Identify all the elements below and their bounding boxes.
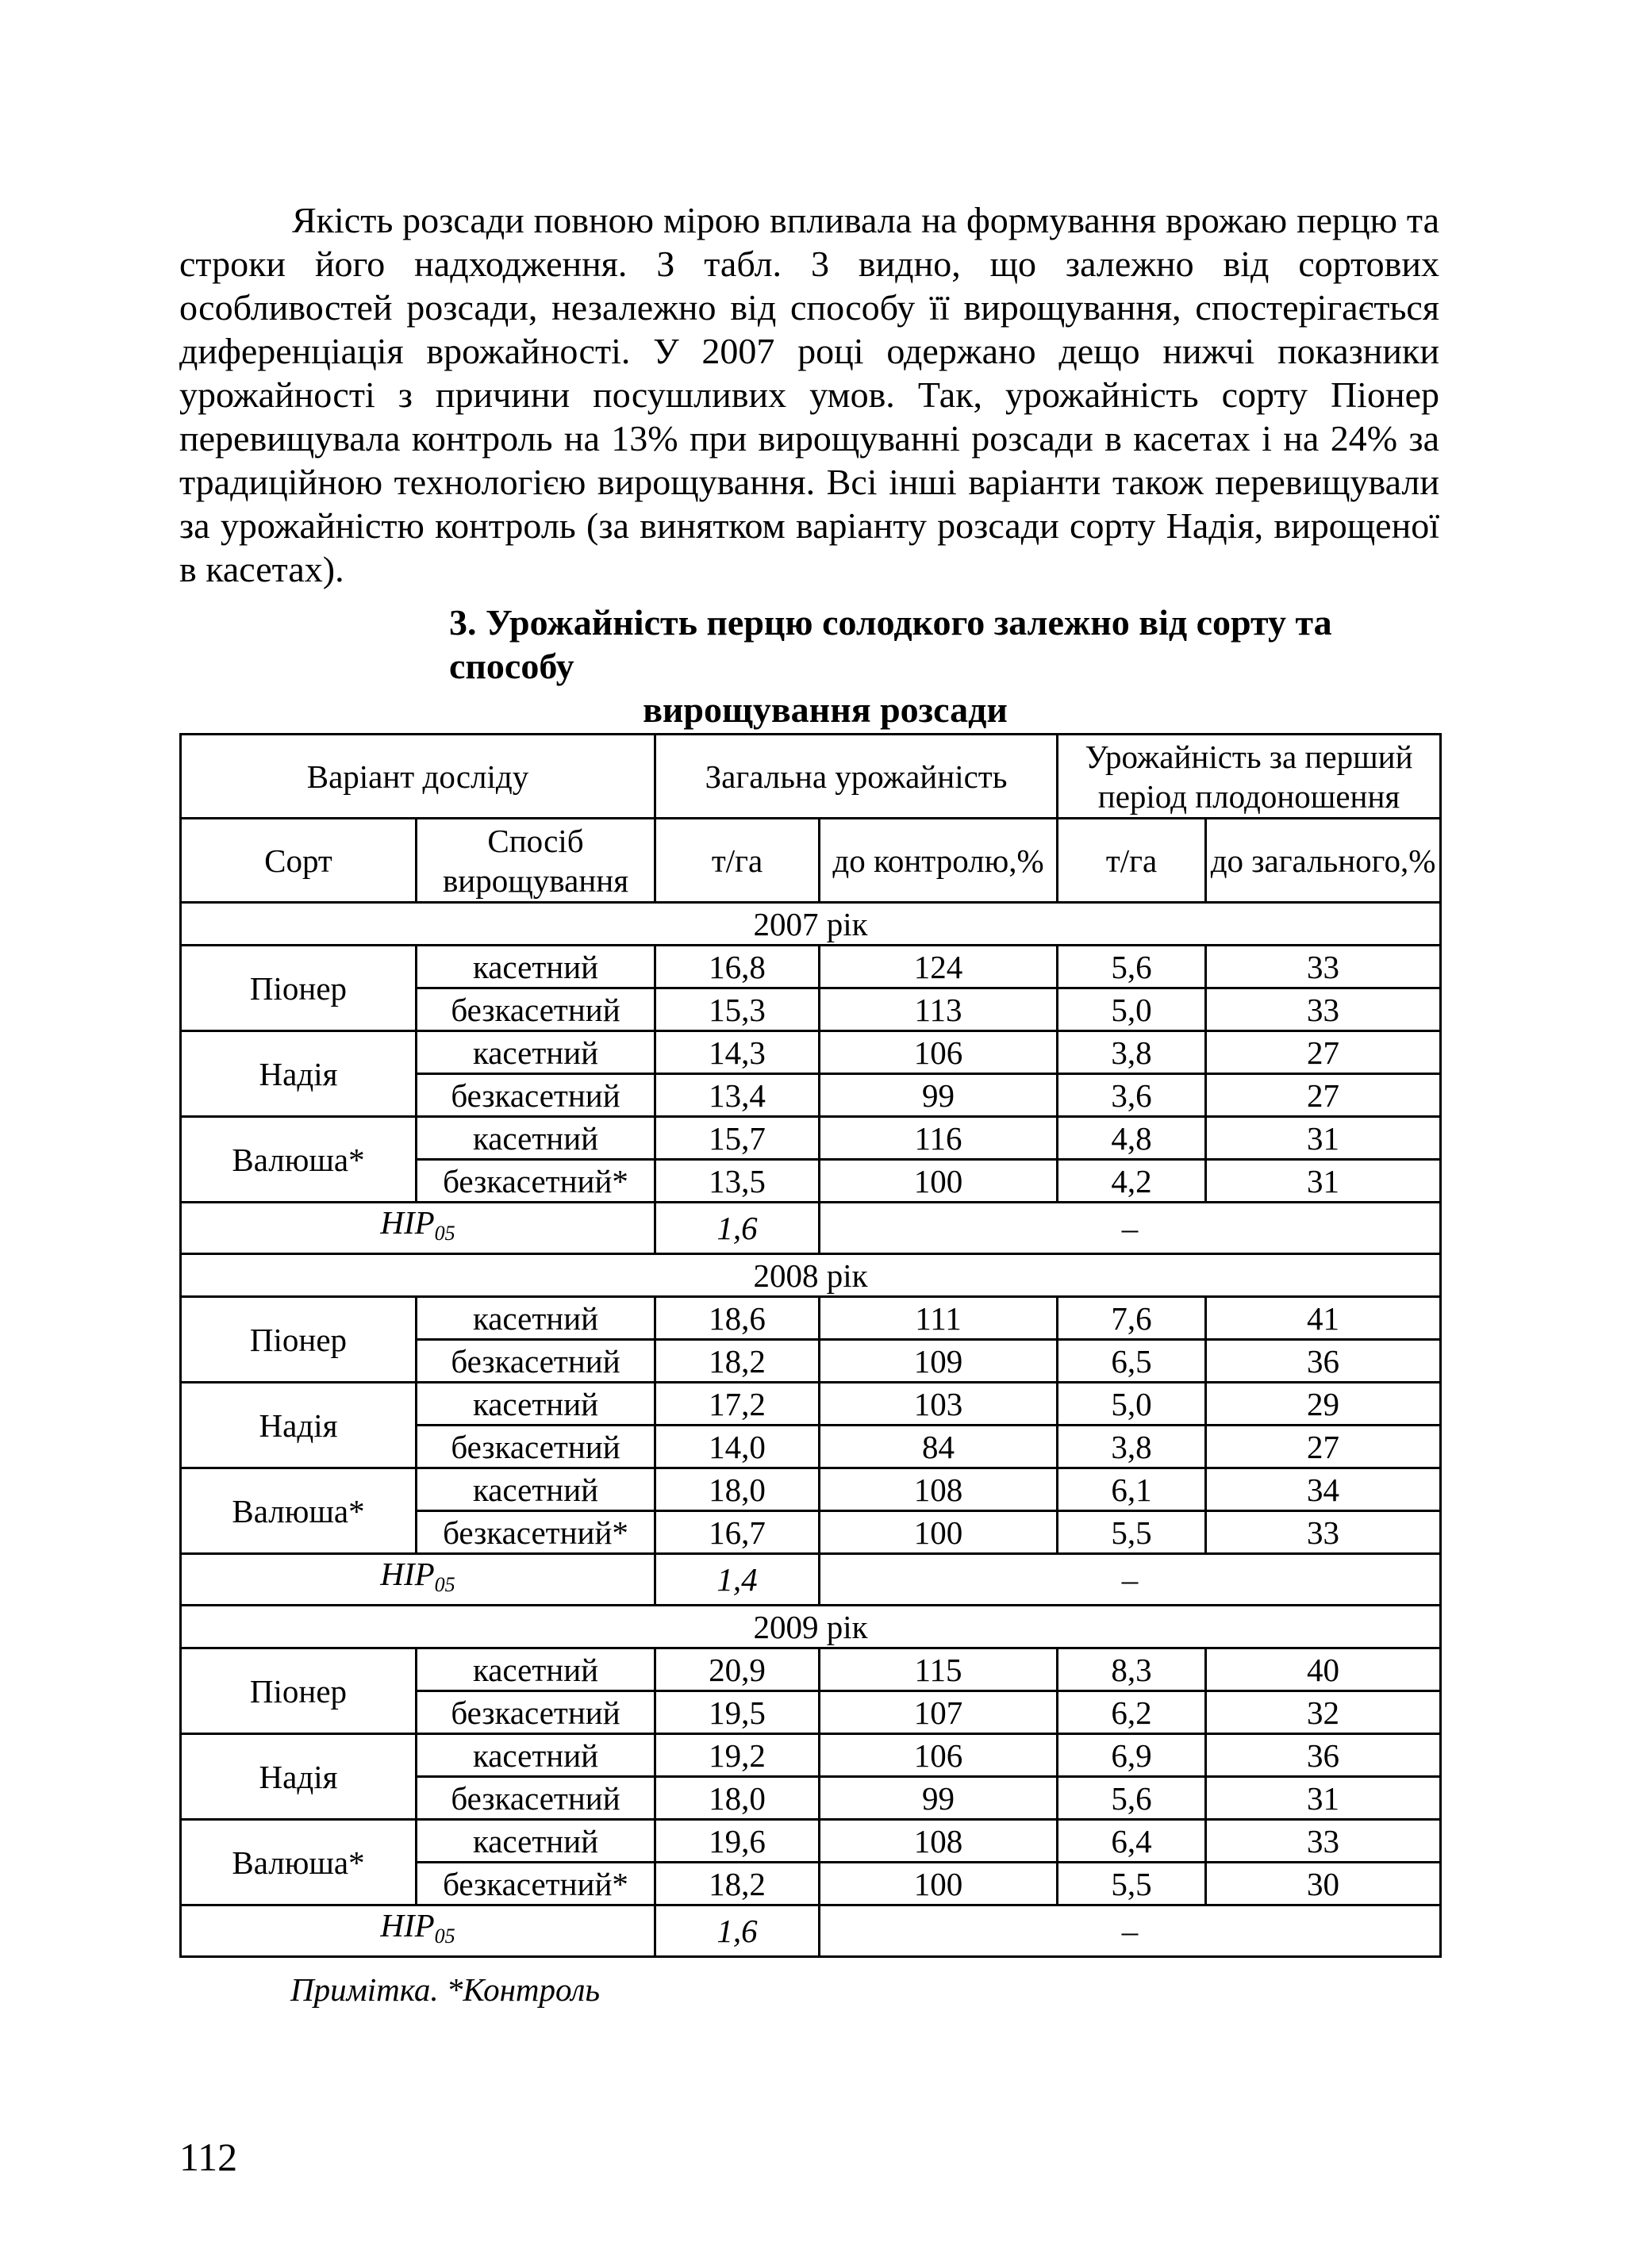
header-t-ha-2: т/га xyxy=(1058,819,1206,903)
header-row-2 xyxy=(181,819,1441,903)
header-to-control: до контролю,% xyxy=(820,819,1058,903)
hir-label: НІР xyxy=(380,1204,435,1241)
body-paragraph: Якість розсади повною мірою впливала на формування врожаю перцю та строки його надходження. З табл. 3 видно, що залежно від сортових особливостей розсади, незалежно від способу її вирощування, спостерігається диференціація врожайності. У 2007 році одержано дещо нижчі показники урожайності з причини посушливих умов. Так, урожайність сорту Піонер перевищувала контроль на 13% при вирощуванні розсади в касетах і на 24% за традиційною технологією вирощування. Всі інші варіанти також перевищували за урожайністю контроль (за винятком варіанту розсади сорту Надія, вирощеної в касетах). xyxy=(179,200,1439,589)
yield-t-ha-cell: 19,6 xyxy=(655,1820,820,1863)
hir-row xyxy=(181,1203,1441,1254)
method-cell: безкасетний xyxy=(417,1074,655,1117)
yield-t-ha-cell: 17,2 xyxy=(655,1383,820,1426)
hir-value: 1,6 xyxy=(655,1203,820,1254)
year-label: 2009 рік xyxy=(181,1606,1441,1648)
to-control-cell: 100 xyxy=(820,1511,1058,1554)
to-total-cell: 32 xyxy=(1206,1691,1441,1734)
yield-t-ha-cell: 13,4 xyxy=(655,1074,820,1117)
to-control-cell: 124 xyxy=(820,946,1058,988)
first-t-ha-cell: 5,0 xyxy=(1058,988,1206,1031)
hir-label: НІР xyxy=(380,1556,435,1592)
hir-label-cell xyxy=(181,1905,655,1957)
header-t-ha: т/га xyxy=(655,819,820,903)
yield-t-ha-cell: 16,7 xyxy=(655,1511,820,1554)
table-note: Примітка. *Контроль xyxy=(290,1971,601,2008)
hir-subscript: 05 xyxy=(434,1925,455,1948)
method-cell: касетний xyxy=(417,946,655,988)
to-control-cell: 111 xyxy=(820,1297,1058,1340)
table-caption xyxy=(179,601,1439,731)
method-cell: безкасетний xyxy=(417,1340,655,1383)
to-control-cell: 108 xyxy=(820,1820,1058,1863)
year-label: 2007 рік xyxy=(181,903,1441,946)
to-total-cell: 31 xyxy=(1206,1117,1441,1160)
yield-t-ha-cell: 18,0 xyxy=(655,1468,820,1511)
header-variant: Варіант досліду xyxy=(181,735,655,819)
yield-t-ha-cell: 14,3 xyxy=(655,1031,820,1074)
hir-label-cell xyxy=(181,1554,655,1606)
first-t-ha-cell: 4,2 xyxy=(1058,1160,1206,1203)
method-cell: безкасетний* xyxy=(417,1160,655,1203)
to-control-cell: 99 xyxy=(820,1777,1058,1820)
year-row xyxy=(181,1254,1441,1297)
header-total-yield: Загальна урожайність xyxy=(655,735,1058,819)
yield-t-ha-cell: 20,9 xyxy=(655,1648,820,1691)
to-total-cell: 27 xyxy=(1206,1426,1441,1468)
to-control-cell: 106 xyxy=(820,1031,1058,1074)
first-t-ha-cell: 5,0 xyxy=(1058,1383,1206,1426)
first-t-ha-cell: 5,6 xyxy=(1058,1777,1206,1820)
to-total-cell: 36 xyxy=(1206,1340,1441,1383)
header-method: Спосіб вирощування xyxy=(417,819,655,903)
first-t-ha-cell: 3,6 xyxy=(1058,1074,1206,1117)
caption-line-1: 3. Урожайність перцю солодкого залежно від сорту та способу xyxy=(449,602,1332,686)
hir-label: НІР xyxy=(380,1907,435,1944)
header-row-1 xyxy=(181,735,1441,819)
sort-cell: Надія xyxy=(181,1734,417,1820)
method-cell: безкасетний xyxy=(417,988,655,1031)
to-total-cell: 33 xyxy=(1206,1820,1441,1863)
yield-t-ha-cell: 18,6 xyxy=(655,1297,820,1340)
to-control-cell: 100 xyxy=(820,1863,1058,1905)
first-t-ha-cell: 3,8 xyxy=(1058,1031,1206,1074)
yield-t-ha-cell: 19,5 xyxy=(655,1691,820,1734)
hir-value: 1,4 xyxy=(655,1554,820,1606)
to-total-cell: 34 xyxy=(1206,1468,1441,1511)
table-row xyxy=(181,1468,1441,1511)
hir-subscript: 05 xyxy=(434,1222,455,1245)
hir-row xyxy=(181,1554,1441,1606)
yield-t-ha-cell: 14,0 xyxy=(655,1426,820,1468)
yield-t-ha-cell: 15,7 xyxy=(655,1117,820,1160)
table-row xyxy=(181,1648,1441,1691)
method-cell: касетний xyxy=(417,1468,655,1511)
method-cell: касетний xyxy=(417,1383,655,1426)
first-t-ha-cell: 8,3 xyxy=(1058,1648,1206,1691)
year-row xyxy=(181,903,1441,946)
to-control-cell: 109 xyxy=(820,1340,1058,1383)
yield-t-ha-cell: 18,2 xyxy=(655,1863,820,1905)
first-t-ha-cell: 5,5 xyxy=(1058,1511,1206,1554)
first-t-ha-cell: 6,1 xyxy=(1058,1468,1206,1511)
to-control-cell: 115 xyxy=(820,1648,1058,1691)
header-to-total: до загального,% xyxy=(1206,819,1441,903)
method-cell: касетний xyxy=(417,1031,655,1074)
to-total-cell: 36 xyxy=(1206,1734,1441,1777)
header-sort: Сорт xyxy=(181,819,417,903)
yield-table xyxy=(179,733,1442,1958)
first-t-ha-cell: 6,4 xyxy=(1058,1820,1206,1863)
table-row xyxy=(181,946,1441,988)
table-row xyxy=(181,1820,1441,1863)
yield-t-ha-cell: 13,5 xyxy=(655,1160,820,1203)
first-t-ha-cell: 6,2 xyxy=(1058,1691,1206,1734)
to-total-cell: 27 xyxy=(1206,1031,1441,1074)
sort-cell: Валюша* xyxy=(181,1468,417,1554)
hir-dash: – xyxy=(820,1905,1441,1957)
sort-cell: Піонер xyxy=(181,1297,417,1383)
sort-cell: Піонер xyxy=(181,946,417,1031)
method-cell: безкасетний* xyxy=(417,1863,655,1905)
to-total-cell: 33 xyxy=(1206,946,1441,988)
to-total-cell: 33 xyxy=(1206,988,1441,1031)
hir-dash: – xyxy=(820,1554,1441,1606)
hir-dash: – xyxy=(820,1203,1441,1254)
method-cell: безкасетний xyxy=(417,1691,655,1734)
first-t-ha-cell: 4,8 xyxy=(1058,1117,1206,1160)
method-cell: касетний xyxy=(417,1648,655,1691)
sort-cell: Валюша* xyxy=(181,1117,417,1203)
to-control-cell: 84 xyxy=(820,1426,1058,1468)
table-row xyxy=(181,1031,1441,1074)
method-cell: касетний xyxy=(417,1820,655,1863)
to-control-cell: 100 xyxy=(820,1160,1058,1203)
first-t-ha-cell: 3,8 xyxy=(1058,1426,1206,1468)
method-cell: касетний xyxy=(417,1734,655,1777)
to-control-cell: 113 xyxy=(820,988,1058,1031)
header-first-period: Урожайність за перший період плодоношення xyxy=(1058,735,1441,819)
to-control-cell: 106 xyxy=(820,1734,1058,1777)
hir-subscript: 05 xyxy=(434,1573,455,1596)
yield-t-ha-cell: 15,3 xyxy=(655,988,820,1031)
hir-value: 1,6 xyxy=(655,1905,820,1957)
to-control-cell: 116 xyxy=(820,1117,1058,1160)
to-total-cell: 30 xyxy=(1206,1863,1441,1905)
table-row xyxy=(181,1297,1441,1340)
to-total-cell: 31 xyxy=(1206,1160,1441,1203)
table-row xyxy=(181,1734,1441,1777)
page-content xyxy=(179,198,1439,2009)
to-total-cell: 29 xyxy=(1206,1383,1441,1426)
first-t-ha-cell: 7,6 xyxy=(1058,1297,1206,1340)
table-row xyxy=(181,1117,1441,1160)
to-total-cell: 41 xyxy=(1206,1297,1441,1340)
year-label: 2008 рік xyxy=(181,1254,1441,1297)
hir-row xyxy=(181,1905,1441,1957)
method-cell: безкасетний* xyxy=(417,1511,655,1554)
method-cell: касетний xyxy=(417,1117,655,1160)
table-row xyxy=(181,1383,1441,1426)
yield-t-ha-cell: 19,2 xyxy=(655,1734,820,1777)
first-t-ha-cell: 5,6 xyxy=(1058,946,1206,988)
to-control-cell: 103 xyxy=(820,1383,1058,1426)
first-t-ha-cell: 6,9 xyxy=(1058,1734,1206,1777)
to-total-cell: 33 xyxy=(1206,1511,1441,1554)
yield-t-ha-cell: 16,8 xyxy=(655,946,820,988)
sort-cell: Піонер xyxy=(181,1648,417,1734)
first-t-ha-cell: 5,5 xyxy=(1058,1863,1206,1905)
page-number: 112 xyxy=(179,2135,238,2179)
to-total-cell: 27 xyxy=(1206,1074,1441,1117)
sort-cell: Валюша* xyxy=(181,1820,417,1905)
yield-t-ha-cell: 18,0 xyxy=(655,1777,820,1820)
to-total-cell: 40 xyxy=(1206,1648,1441,1691)
first-t-ha-cell: 6,5 xyxy=(1058,1340,1206,1383)
yield-t-ha-cell: 18,2 xyxy=(655,1340,820,1383)
hir-label-cell xyxy=(181,1203,655,1254)
to-control-cell: 108 xyxy=(820,1468,1058,1511)
method-cell: касетний xyxy=(417,1297,655,1340)
method-cell: безкасетний xyxy=(417,1777,655,1820)
sort-cell: Надія xyxy=(181,1383,417,1468)
to-control-cell: 107 xyxy=(820,1691,1058,1734)
year-row xyxy=(181,1606,1441,1648)
to-total-cell: 31 xyxy=(1206,1777,1441,1820)
method-cell: безкасетний xyxy=(417,1426,655,1468)
sort-cell: Надія xyxy=(181,1031,417,1117)
caption-line-2: вирощування розсади xyxy=(643,689,1008,730)
to-control-cell: 99 xyxy=(820,1074,1058,1117)
